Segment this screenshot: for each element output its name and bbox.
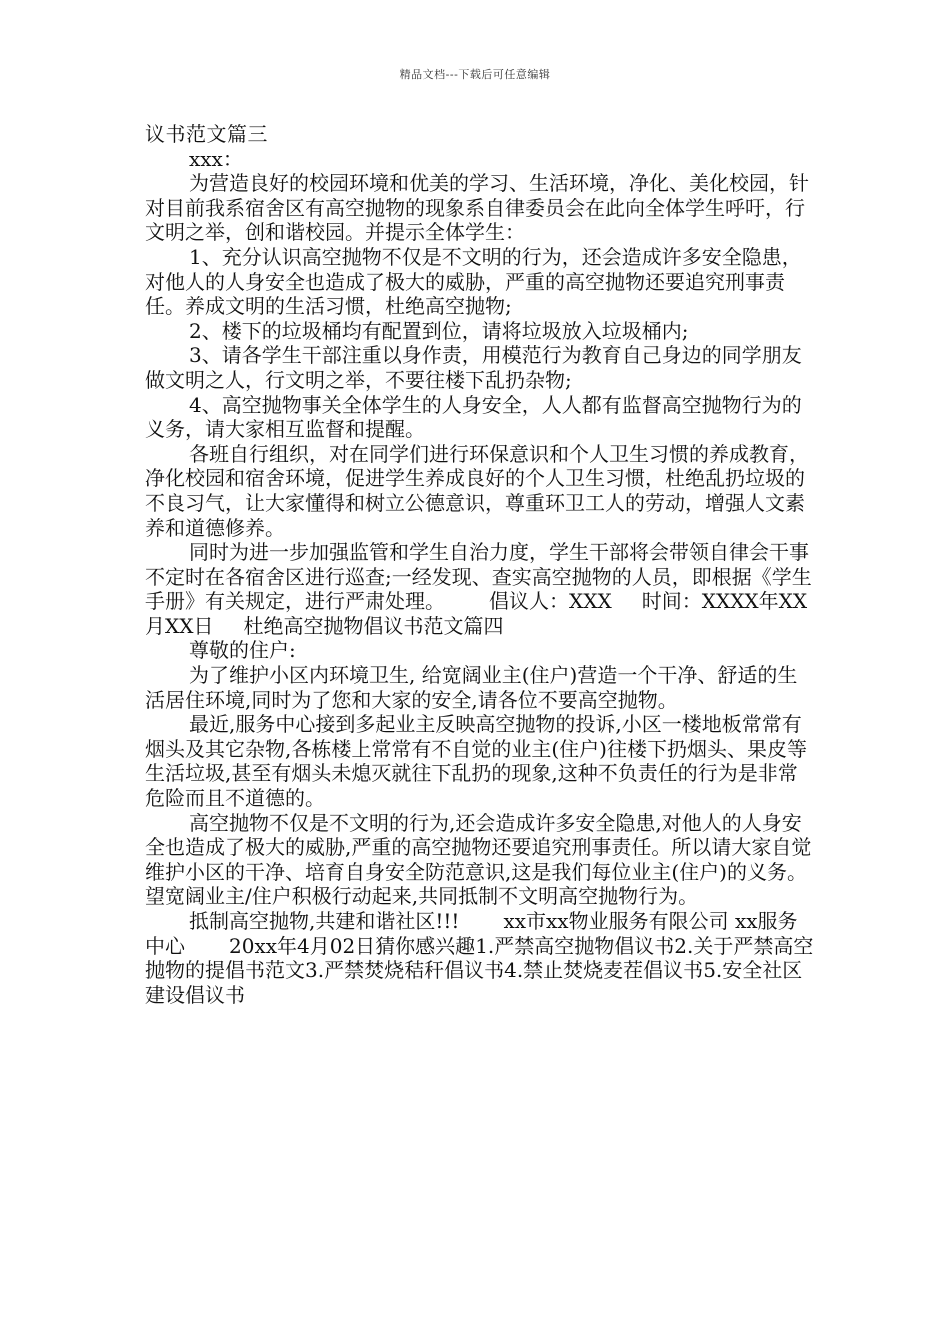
paragraph-class-organization: 各班自行组织，对在同学们进行环保意识和个人卫生习惯的养成教育，净化校园和宿舍环境，促进学生养成良好的个人卫生习惯，杜绝乱扔垃圾的不良习气，让大家懂得和树立公德意识，尊重环卫工人的劳动，增强人文素养和道德修养。 [145, 441, 809, 540]
service-center: xx服务中心 [145, 909, 798, 958]
related-link-3[interactable]: 3.严禁焚烧秸秆倡议书 [305, 958, 505, 983]
paragraph-supervision [145, 540, 815, 638]
related-link-4[interactable]: 4.禁止焚烧麦茬倡议书 [504, 958, 704, 983]
paragraph-residents-2: 最近,服务中心接到多起业主反映高空抛物的投诉,小区一楼地板常常有烟头及其它杂物,各栋楼上常常有不自觉的业主(住户)往楼下扔烟头、果皮等生活垃圾,甚至有烟头未熄灭就往下乱扔的现象,这种不负责任的行为是非常危险而且不道德的。 [145, 712, 807, 811]
company-name: xx市xx物业服务有限公司 [503, 909, 729, 933]
closing-paragraph [145, 909, 815, 1007]
paragraph-item-2: 2、楼下的垃圾桶均有配置到位，请将垃圾放入垃圾桶内; [189, 318, 689, 343]
time-label: 时间：XXXX年XX月XX日 [145, 589, 808, 638]
related-link-2[interactable]: 2.关于严禁高空抛物的提倡书范文 [145, 933, 814, 983]
related-link-5[interactable]: 5.安全社区建设倡议书 [145, 958, 803, 1007]
slogan: 抵制高空抛物,共建和谐社区!!! [189, 909, 460, 933]
page-header: 精品文档---下载后可任意编辑 [399, 68, 551, 81]
paragraph-item-1: 1、充分认识高空抛物不仅是不文明的行为，还会造成许多安全隐患，对他人的人身安全也造成了极大的威胁，严重的高空抛物还要追究刑事责任。养成文明的生活习惯，杜绝高空抛物; [145, 244, 802, 319]
paragraph-intro: 为营造良好的校园环境和优美的学习、生活环境，净化、美化校园，针对目前我系宿舍区有高空抛物的现象系自律委员会在此向全体学生呼吁，行文明之举，创和谐校园。并提示全体学生： [145, 171, 809, 245]
sign-date: 20xx年4月02日 [229, 933, 376, 958]
salutation: xxx： [189, 146, 243, 171]
next-section-title: 杜绝高空抛物倡议书范文篇四 [243, 613, 504, 638]
supervision-text: 同时为进一步加强监管和学生自治力度，学生干部将会带领自律会干事不定时在各宿舍区进行巡查;一经发现、查实高空抛物的人员，即根据《学生手册》有关规定，进行严肃处理。 [145, 540, 812, 614]
proposer-label: 倡议人： [489, 589, 569, 614]
proposer-name: XXX [569, 589, 612, 614]
related-link-1[interactable]: 1.严禁高空抛物倡议书 [475, 933, 675, 958]
paragraph-residents-3: 高空抛物不仅是不文明的行为,还会造成许多安全隐患,对他人的人身安全也造成了极大的威胁,严重的高空抛物还要追究刑事责任。所以请大家自觉维护小区的干净、培育自身安全防范意识,这是我们每位业主(住户)的义务。望宽阔业主/住户积极行动起来,共同抵制不文明高空抛物行为。 [145, 810, 812, 909]
related-intro: 猜你感兴趣 [375, 933, 476, 958]
paragraph-residents-1: 为了维护小区内环境卫生, 给宽阔业主(住户)营造一个干净、舒适的生活居住环境,同时为了您和大家的安全,请各位不要高空抛物。 [145, 663, 798, 712]
document-body [145, 122, 815, 1007]
paragraph-item-3: 3、请各学生干部注重以身作责，用模范行为教育自己身边的同学朋友做文明之人，行文明之举，不要往楼下乱扔杂物; [145, 343, 802, 392]
paragraph-item-4: 4、高空抛物事关全体学生的人身安全，人人都有监督高空抛物行为的义务，请大家相互监督和提醒。 [145, 392, 802, 442]
section-title: 议书范文篇三 [145, 122, 268, 146]
salutation-residents: 尊敬的住户: [189, 638, 296, 663]
